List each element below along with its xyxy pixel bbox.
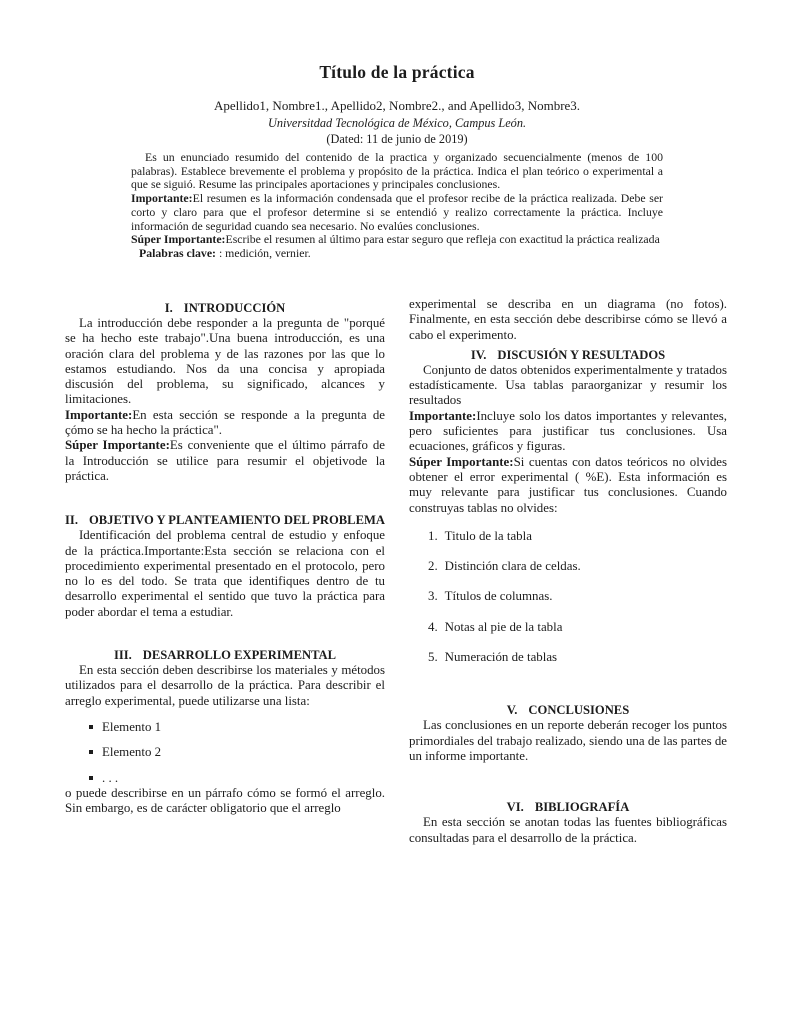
enum-item-text: Notas al pie de la tabla [444,619,563,634]
square-bullet-icon [89,750,93,754]
square-bullet-icon [89,776,93,780]
enum-number: 1. [428,528,438,543]
section-number: VI. [506,800,524,815]
enum-item-text: Numeración de tablas [444,650,558,665]
enum-number: 3. [428,589,438,604]
square-bullet-icon [89,725,93,729]
section-heading-conclusiones [409,702,727,718]
section-number: III. [113,648,132,663]
enumerate-list [409,529,727,665]
paper-header [0,62,794,147]
right-column [409,297,727,846]
list-item [89,720,385,735]
section-title: DESARROLLO EXPERIMENTAL [142,648,337,663]
abstract-paragraph-importante [131,192,663,233]
list-item [89,771,385,786]
enum-number: 5. [428,650,438,665]
abstract-importante-text: El resumen es la información condensada que el profesor recibe de la práctica realizada. Debe ser corto y claro para que el profesor determine si se entendió y realizo correctamente la práctica. Incluye información de seguridad cuando sea necesario. No evalúes conclusiones. [131,191,663,233]
abstract-super-importante-text: Escribe el resumen al último para estar seguro que refleja con exactitud la práctica realizada [225,232,660,247]
conclusiones-paragraph: Las conclusiones en un reporte deberán recoger los puntos primordiales del trabajo realizado, siendo una de las partes de un informe importante. [409,718,727,763]
keywords-text: : medición, vernier. [218,245,311,260]
section-title: DISCUSIÓN Y RESULTADOS [497,347,666,362]
importante-label: Importante: [65,407,133,422]
introduccion-importante [65,408,385,439]
left-column [65,297,385,816]
enum-item [428,650,727,665]
section-heading-desarrollo [65,647,385,663]
discusion-importante [409,409,727,455]
discusion-paragraph: Conjunto de datos obtenidos experimentalmente y tratados estadísticamente. Usa tablas paraorganizar y resumir los resultados [409,362,727,408]
section-number: IV. [470,347,487,362]
importante-label: Importante: [409,408,477,423]
keywords-line [131,247,663,261]
section-heading-discusion [409,347,727,363]
keywords-label: Palabras clave: [139,245,216,260]
desarrollo-paragraph: En esta sección deben describirse los materiales y métodos utilizados para el desarrollo de la práctica. Para describir el arreglo experimental, puede utilizarse una lista: [65,663,385,708]
enum-item-text: Distinción clara de celdas. [444,559,581,574]
bibliografia-paragraph: En esta sección se anotan todas las fuentes bibliográficas consultadas para el desarrollo de la práctica. [409,815,727,845]
itemize-list [65,720,385,786]
enum-number: 2. [428,559,438,574]
dated-line: (Dated: 11 de junio de 2019) [326,132,468,146]
introduccion-super-importante [65,438,385,484]
section-heading-bibliografia [409,799,727,815]
enum-item [428,589,727,604]
enum-item [428,559,727,574]
discusion-super-importante-text: Si cuentas con datos teóricos no olvides obtener el error experimental ( %E). Esta información es muy relevante para justificar tus conclusiones. Cuando construyas tablas no olvides: [409,454,728,515]
enum-item [428,620,727,635]
super-importante-label: Súper Importante: [131,232,226,247]
section-title: BIBLIOGRAFÍA [534,800,630,815]
section-title: INTRODUCCIÓN [183,301,286,315]
affiliation-line: Universitdad Tecnológica de México, Campus León. [267,116,527,130]
list-item-text: Elemento 1 [102,719,162,734]
list-item-text: Elemento 2 [102,745,162,760]
enum-item [428,529,727,544]
enum-item-text: Titulo de la tabla [444,528,532,543]
section-heading-objetivo [65,512,385,528]
super-importante-label: Súper Importante: [65,438,170,453]
desarrollo-continuation-paragraph: o puede describirse en un párrafo cómo se formó el arreglo. Sin embargo, es de carácter obligatorio que el arreglo [65,785,385,816]
introduccion-paragraph: La introducción debe responder a la pregunta de "porqué se ha hecho este trabajo".Una buena introducción, es una oración clara del problema y de las razones por las que lo estamos estudiando. Nos da una concisa y apropiada discusión del problema, su significado, alcances y limitaciones. [65,316,385,407]
introduccion-importante-text: En esta sección se responde a la pregunta de çómo se ha hecho la práctica". [65,407,385,438]
section-number: II. [65,513,78,528]
section-title: OBJETIVO Y PLANTEAMIENTO DEL PROBLEMA [88,513,385,528]
discusion-super-importante [409,455,727,516]
importante-label: Importante: [131,191,193,206]
discusion-importante-text: Incluye solo los datos importantes y relevantes, pero suficientes para justificar tus conclusiones. Usa ecuaciones, gráficos y figuras. [409,408,727,454]
introduccion-super-importante-text: Es conveniente que el último párrafo de la Introducción se utilice para resumir el objetivode la práctica. [65,438,385,483]
abstract-paragraph-super-importante [131,233,663,247]
list-item-text: . . . [102,770,119,785]
list-item [89,745,385,760]
enum-number: 4. [428,619,438,634]
authors-line: Apellido1, Nombre1., Apellido2, Nombre2., and Apellido3, Nombre3. [213,98,581,113]
desarrollo-continued-paragraph: experimental se describa en un diagrama (no fotos). Finalmente, en esta sección debe describirse cómo se llevó a cabo el experimento. [409,297,727,342]
abstract-paragraph: Es un enunciado resumido del contenido de la practica y organizado secuencialmente (menos de 100 palabras). Establece brevemente el problema y propósito de la práctica. Indica el plan teórico o experimental a que se siguió. Resume las principales aportaciones y principales conclusiones. [131,150,663,192]
section-number: I. [164,301,173,315]
paper-title: Título de la práctica [319,62,475,82]
section-number: V. [506,703,518,718]
section-heading-introduccion [65,300,385,316]
objetivo-paragraph: Identificación del problema central de estudio y enfoque de la práctica.Importante:Esta sección se relaciona con el procedimiento experimental presentado en el protocolo, pero no lo es del todo. Se trata que identifiques dentro de tu desarrollo experimental el sentido que tuvo la práctica para poder abordar el tema a estudiar. [65,528,385,619]
enum-item-text: Títulos de columnas. [444,589,553,604]
super-importante-label: Súper Importante: [409,454,514,469]
section-title: CONCLUSIONES [528,703,630,718]
abstract-block [131,151,663,261]
